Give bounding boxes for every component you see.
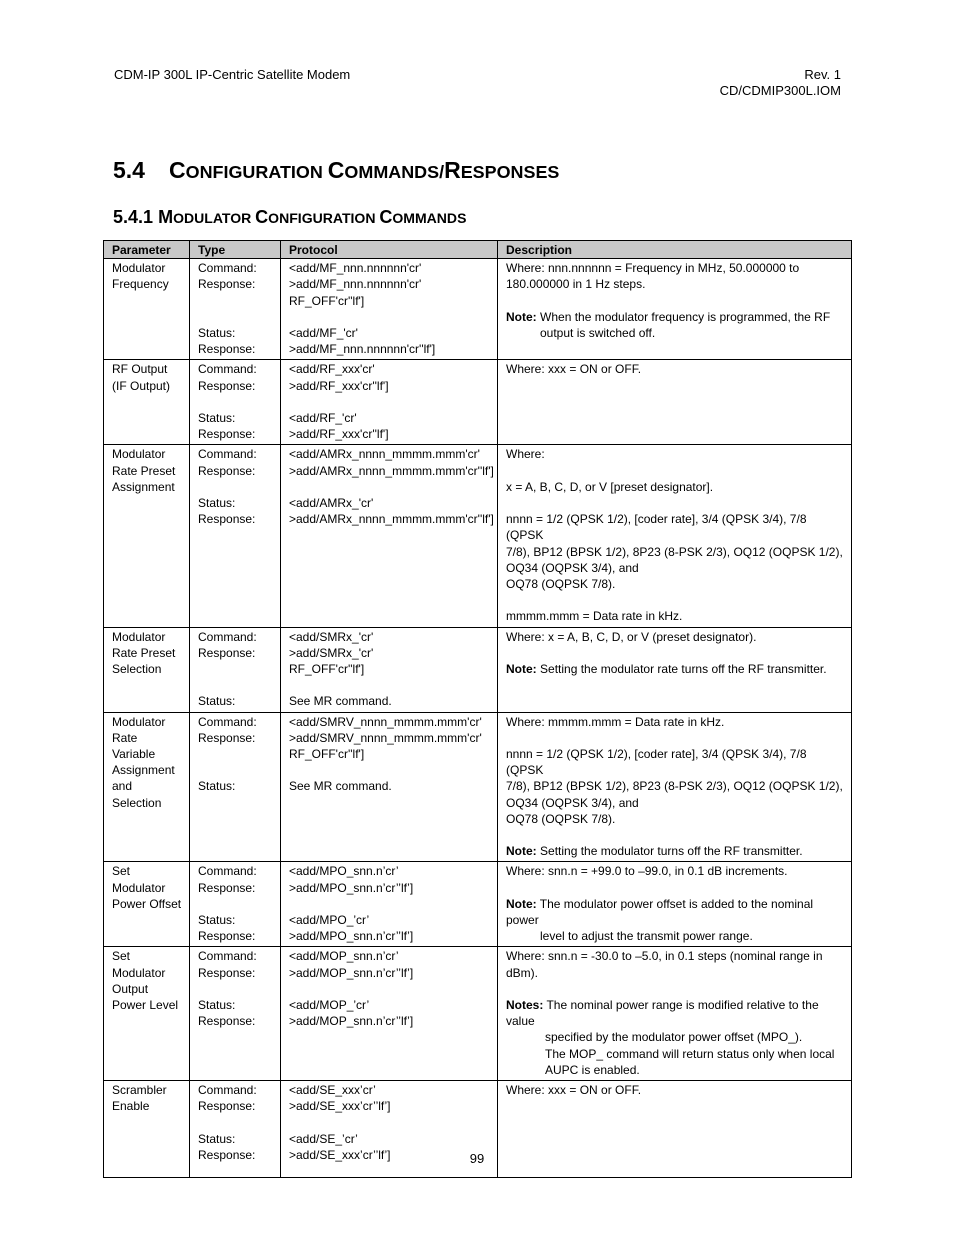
parameter-cell-line: Modulator bbox=[112, 714, 166, 729]
description-line: OQ34 (OQPSK 3/4), and bbox=[506, 795, 639, 810]
type-cell-line bbox=[198, 762, 274, 778]
parameter-cell-line: Frequency bbox=[112, 277, 169, 292]
protocol-cell-line: >add/MPO_snn.n’cr’’lf’] bbox=[289, 880, 414, 895]
description-line bbox=[506, 495, 845, 511]
description-cell bbox=[498, 862, 852, 947]
description-cell bbox=[498, 712, 852, 862]
parameter-cell-line: (IF Output) bbox=[112, 378, 171, 393]
note-text-line: AUPC is enabled. bbox=[545, 1062, 640, 1077]
description-line: Where: xxx = ON or OFF. bbox=[506, 362, 642, 377]
type-cell bbox=[190, 259, 281, 360]
subsection-number: 5.4.1 bbox=[113, 207, 154, 227]
note-label: Note: bbox=[506, 661, 537, 676]
subsection-title bbox=[158, 207, 466, 227]
parameter-cell-line: Modulator bbox=[112, 965, 166, 980]
protocol-cell-line: <add/SE_xxx’cr’ bbox=[289, 1083, 376, 1097]
type-cell bbox=[190, 445, 281, 627]
parameter-cell-line: Enable bbox=[112, 1099, 150, 1114]
parameter-cell-line: Variable bbox=[112, 747, 156, 761]
type-cell-line: Status: bbox=[198, 694, 236, 709]
description-cell bbox=[498, 947, 852, 1081]
section-title bbox=[169, 157, 559, 183]
type-cell-line bbox=[198, 746, 274, 762]
description-line bbox=[506, 730, 845, 746]
description-line bbox=[506, 645, 845, 661]
parameter-cell-line: Assignment bbox=[112, 763, 175, 778]
description-cell bbox=[498, 627, 852, 712]
type-cell-line: Command: bbox=[198, 714, 257, 729]
type-cell-line: Command: bbox=[198, 1083, 257, 1097]
parameter-cell-line: RF Output bbox=[112, 362, 168, 377]
description-line bbox=[506, 293, 845, 309]
parameter-cell-line: Assignment bbox=[112, 479, 175, 494]
parameter-cell-line: Rate bbox=[112, 730, 138, 745]
type-cell-line: Response: bbox=[198, 512, 256, 527]
protocol-cell-line bbox=[289, 479, 491, 495]
type-cell-line: Command: bbox=[198, 864, 257, 879]
note-line bbox=[506, 661, 845, 677]
type-cell-line bbox=[198, 677, 274, 693]
description-line: Where: xxx = ON or OFF. bbox=[506, 1083, 642, 1097]
protocol-cell bbox=[281, 947, 498, 1081]
protocol-cell bbox=[281, 627, 498, 712]
heading-smallcaps: OMMANDS bbox=[392, 210, 467, 226]
type-cell bbox=[190, 862, 281, 947]
page-number: 99 bbox=[469, 1151, 485, 1166]
protocol-cell bbox=[281, 445, 498, 627]
table-header-row bbox=[104, 241, 852, 259]
description-cell bbox=[498, 259, 852, 360]
protocol-cell-line: >add/SMRx_'cr' bbox=[289, 645, 374, 660]
description-line bbox=[506, 463, 845, 479]
type-cell-line: Response: bbox=[198, 645, 256, 660]
protocol-cell-line bbox=[289, 896, 491, 912]
note-label: Note: bbox=[506, 309, 537, 324]
parameter-cell bbox=[104, 445, 190, 627]
protocol-cell-line: >add/MF_nnn.nnnnnn'cr''lf'] bbox=[289, 342, 436, 357]
protocol-cell bbox=[281, 862, 498, 947]
protocol-cell-line bbox=[289, 981, 491, 997]
protocol-cell bbox=[281, 712, 498, 862]
type-cell-line: Response: bbox=[198, 965, 256, 980]
description-line: Where: snn.n = +99.0 to –99.0, in 0.1 dB increments. bbox=[506, 864, 788, 879]
protocol-cell-line: <add/MF_nnn.nnnnnn'cr' bbox=[289, 261, 422, 276]
description-line: 7/8), BP12 (BPSK 1/2), 8P23 (8-PSK 2/3), OQ12 (OQPSK 1/2), bbox=[506, 779, 843, 794]
protocol-cell-line: <add/AMRx_'cr' bbox=[289, 496, 374, 510]
note-line bbox=[506, 843, 845, 859]
heading-letter: C bbox=[255, 207, 269, 227]
type-cell-line: Response: bbox=[198, 730, 256, 745]
note-line bbox=[506, 997, 845, 1029]
type-cell-line: Response: bbox=[198, 427, 256, 442]
type-cell-line bbox=[198, 981, 274, 997]
parameter-cell-line: Modulator bbox=[112, 880, 166, 895]
protocol-cell-line: RF_OFF'cr''lf'] bbox=[289, 662, 365, 676]
parameter-cell-line: Power Level bbox=[112, 998, 179, 1012]
description-line: 7/8), BP12 (BPSK 1/2), 8P23 (8-PSK 2/3), OQ12 (OQPSK 1/2), bbox=[506, 544, 843, 559]
note-text: Setting the modulator turns off the RF transmitter. bbox=[540, 844, 803, 859]
type-cell-line: Response: bbox=[198, 378, 256, 393]
note-text-line: output is switched off. bbox=[540, 326, 656, 340]
protocol-cell-line: >add/SE_xxx’cr’’lf’] bbox=[289, 1147, 391, 1162]
description-line: x = A, B, C, D, or V [preset designator]. bbox=[506, 479, 714, 494]
protocol-cell-line: >add/RF_xxx'cr''lf'] bbox=[289, 378, 389, 393]
protocol-cell-line: <add/SE_’cr’ bbox=[289, 1131, 358, 1146]
subsection-heading bbox=[113, 207, 466, 228]
type-cell-line bbox=[198, 479, 274, 495]
type-cell-line bbox=[198, 1114, 274, 1130]
parameter-cell bbox=[104, 627, 190, 712]
parameter-cell-line: and bbox=[112, 779, 133, 794]
note-text: When the modulator frequency is programmed, the RF bbox=[540, 309, 831, 324]
parameter-cell-line: Modulator bbox=[112, 629, 166, 644]
protocol-cell-line: <add/MF_'cr' bbox=[289, 326, 358, 340]
heading-smallcaps: ONFIGURATION bbox=[268, 210, 380, 226]
type-cell-line bbox=[198, 309, 274, 325]
table-row bbox=[104, 862, 852, 947]
description-line bbox=[506, 981, 845, 997]
column-header-parameter: Parameter bbox=[104, 241, 190, 259]
parameter-cell-line: Output bbox=[112, 981, 149, 996]
table-row bbox=[104, 360, 852, 445]
description-line: Where: snn.n = -30.0 to –5.0, in 0.1 steps (nominal range in bbox=[506, 949, 823, 964]
protocol-cell-line: <add/RF_'cr' bbox=[289, 411, 357, 425]
protocol-cell-line: >add/MPO_snn.n’cr’’lf’] bbox=[289, 929, 414, 944]
protocol-cell-line: >add/MOP_snn.n’cr’’lf’] bbox=[289, 965, 414, 980]
parameter-cell bbox=[104, 947, 190, 1081]
note-text: The modulator power offset is added to the nominal power bbox=[506, 896, 814, 927]
column-header-type: Type bbox=[190, 241, 281, 259]
note-text-line: The MOP_ command will return status only when local bbox=[545, 1046, 835, 1061]
type-cell-line: Response: bbox=[198, 463, 256, 478]
column-header-description: Description bbox=[498, 241, 852, 259]
protocol-cell-line: <add/MPO_snn.n’cr’ bbox=[289, 864, 399, 879]
type-cell-line: Status: bbox=[198, 779, 236, 794]
description-line: dBm). bbox=[506, 965, 539, 980]
note-text-line: level to adjust the transmit power range. bbox=[540, 929, 753, 944]
heading-smallcaps: ODULATOR bbox=[173, 210, 256, 226]
type-cell-line: Command: bbox=[198, 629, 257, 644]
type-cell-line: Command: bbox=[198, 447, 257, 462]
heading-letter: M bbox=[158, 207, 174, 227]
table-row bbox=[104, 947, 852, 1081]
description-line: Where: x = A, B, C, D, or V (preset designator). bbox=[506, 629, 757, 644]
parameter-cell-line: Rate Preset bbox=[112, 645, 176, 660]
description-line: Where: nnn.nnnnnn = Frequency in MHz, 50.000000 to bbox=[506, 261, 800, 276]
document-header-revision bbox=[720, 67, 841, 99]
type-cell-line: Status: bbox=[198, 1131, 236, 1146]
type-cell-line: Response: bbox=[198, 929, 256, 944]
protocol-cell-line: See MR command. bbox=[289, 779, 392, 794]
heading-letter: C bbox=[379, 207, 393, 227]
type-cell bbox=[190, 360, 281, 445]
description-line: OQ34 (OQPSK 3/4), and bbox=[506, 560, 639, 575]
column-header-protocol: Protocol bbox=[281, 241, 498, 259]
note-text: The nominal power range is modified relative to the value bbox=[506, 997, 819, 1029]
heading-smallcaps: ONFIGURATION bbox=[185, 162, 328, 182]
type-cell-line: Command: bbox=[198, 261, 257, 276]
note-label: Notes: bbox=[506, 997, 544, 1012]
parameter-cell bbox=[104, 862, 190, 947]
protocol-cell-line: <add/AMRx_nnnn_mmmm.mmm'cr' bbox=[289, 447, 480, 462]
type-cell-line: Status: bbox=[198, 411, 236, 425]
section-heading bbox=[113, 157, 559, 184]
parameter-cell-line: Scrambler bbox=[112, 1083, 167, 1097]
protocol-cell-line: <add/MOP_’cr’ bbox=[289, 997, 370, 1012]
type-cell-line: Command: bbox=[198, 362, 257, 377]
note-label: Note: bbox=[506, 844, 537, 859]
protocol-cell-line: <add/MPO_’cr’ bbox=[289, 912, 370, 927]
parameter-cell-line: Rate Preset bbox=[112, 463, 176, 478]
type-cell-line: Response: bbox=[198, 880, 256, 895]
type-cell bbox=[190, 947, 281, 1081]
description-line: nnnn = 1/2 (QPSK 1/2), [coder rate], 3/4 (QPSK 3/4), 7/8 (QPSK bbox=[506, 746, 807, 778]
protocol-cell-line: <add/RF_xxx'cr' bbox=[289, 362, 375, 377]
parameter-cell bbox=[104, 259, 190, 360]
parameter-cell-line: Set bbox=[112, 864, 131, 879]
document-code: CD/CDMIP300L.IOM bbox=[719, 83, 841, 98]
note-label: Note: bbox=[506, 896, 537, 911]
protocol-cell bbox=[281, 360, 498, 445]
type-cell-line bbox=[198, 896, 274, 912]
parameter-cell-line: Set bbox=[112, 949, 131, 964]
parameter-cell-line: Selection bbox=[112, 662, 162, 676]
type-cell-line: Response: bbox=[198, 277, 256, 292]
parameter-cell-line: Selection bbox=[112, 795, 162, 810]
note-text: Setting the modulator rate turns off the RF transmitter. bbox=[540, 661, 827, 676]
type-cell bbox=[190, 712, 281, 862]
revision-label: Rev. 1 bbox=[804, 67, 841, 82]
modulator-commands-table bbox=[103, 240, 852, 1178]
description-line bbox=[506, 592, 845, 608]
table-row bbox=[104, 259, 852, 360]
description-line: Where: mmmm.mmm = Data rate in kHz. bbox=[506, 714, 725, 729]
protocol-cell-line: >add/MF_nnn.nnnnnn'cr' bbox=[289, 277, 422, 292]
heading-smallcaps: OMMANDS/ bbox=[344, 162, 445, 182]
note-line bbox=[506, 896, 845, 928]
protocol-cell-line: <add/SMRx_'cr' bbox=[289, 629, 374, 644]
type-cell-line: Status: bbox=[198, 496, 236, 510]
description-line: Where: bbox=[506, 447, 545, 462]
type-cell-line: Status: bbox=[198, 325, 236, 340]
protocol-cell-line: >add/AMRx_nnnn_mmmm.mmm'cr''lf'] bbox=[289, 463, 494, 478]
parameter-cell-line: Modulator bbox=[112, 261, 166, 276]
protocol-cell-line: >add/SMRV_nnnn_mmmm.mmm'cr' bbox=[289, 730, 482, 745]
protocol-cell bbox=[281, 259, 498, 360]
type-cell-line bbox=[198, 394, 274, 410]
type-cell-line bbox=[198, 661, 274, 677]
description-line bbox=[506, 880, 845, 896]
description-line: mmmm.mmm = Data rate in kHz. bbox=[506, 609, 683, 624]
protocol-cell-line bbox=[289, 762, 491, 778]
note-text-line: specified by the modulator power offset (MPO_). bbox=[545, 1030, 803, 1045]
protocol-cell-line: See MR command. bbox=[289, 694, 392, 709]
type-cell-line: Response: bbox=[198, 1147, 256, 1162]
protocol-cell-line bbox=[289, 677, 491, 693]
description-line: nnnn = 1/2 (QPSK 1/2), [coder rate], 3/4 (QPSK 3/4), 7/8 (QPSK bbox=[506, 512, 807, 543]
heading-letter: R bbox=[444, 157, 461, 183]
parameter-cell-line: Power Offset bbox=[112, 896, 182, 911]
heading-letter: C bbox=[169, 157, 186, 183]
description-line: OQ78 (OQPSK 7/8). bbox=[506, 811, 616, 826]
protocol-cell-line: >add/AMRx_nnnn_mmmm.mmm'cr''lf'] bbox=[289, 512, 494, 527]
protocol-cell-line bbox=[289, 394, 491, 410]
protocol-cell-line: <add/SMRV_nnnn_mmmm.mmm'cr' bbox=[289, 714, 482, 729]
protocol-cell-line: RF_OFF'cr''lf'] bbox=[289, 747, 365, 761]
table-row bbox=[104, 445, 852, 627]
type-cell-line: Command: bbox=[198, 949, 257, 964]
heading-smallcaps: ESPONSES bbox=[460, 162, 560, 182]
description-cell bbox=[498, 360, 852, 445]
heading-letter: C bbox=[327, 157, 345, 183]
note-line bbox=[506, 309, 845, 325]
parameter-cell bbox=[104, 712, 190, 862]
type-cell-line bbox=[198, 293, 274, 309]
type-cell-line: Response: bbox=[198, 1099, 256, 1114]
table-body bbox=[104, 259, 852, 1178]
table-row bbox=[104, 627, 852, 712]
type-cell-line: Status: bbox=[198, 912, 236, 927]
parameter-cell-line: Modulator bbox=[112, 447, 166, 462]
section-number: 5.4 bbox=[113, 157, 145, 183]
type-cell-line: Response: bbox=[198, 342, 256, 357]
document-header-title: CDM-IP 300L IP-Centric Satellite Modem bbox=[114, 67, 351, 82]
protocol-cell-line: >add/MOP_snn.n’cr’’lf’] bbox=[289, 1014, 414, 1029]
description-line: OQ78 (OQPSK 7/8). bbox=[506, 577, 616, 591]
description-cell bbox=[498, 445, 852, 627]
protocol-cell-line: >add/RF_xxx'cr''lf'] bbox=[289, 427, 389, 442]
protocol-cell-line: RF_OFF'cr''lf'] bbox=[289, 293, 365, 308]
protocol-cell-line: >add/SE_xxx’cr’’lf’] bbox=[289, 1099, 391, 1114]
type-cell bbox=[190, 627, 281, 712]
protocol-cell-line: <add/MOP_snn.n’cr’ bbox=[289, 949, 399, 964]
type-cell-line: Status: bbox=[198, 997, 236, 1012]
protocol-cell-line bbox=[289, 1114, 491, 1130]
description-line: 180.000000 in 1 Hz steps. bbox=[506, 277, 646, 292]
type-cell-line: Response: bbox=[198, 1014, 256, 1029]
parameter-cell bbox=[104, 360, 190, 445]
protocol-cell-line bbox=[289, 309, 491, 325]
description-line bbox=[506, 827, 845, 843]
table-row bbox=[104, 712, 852, 862]
